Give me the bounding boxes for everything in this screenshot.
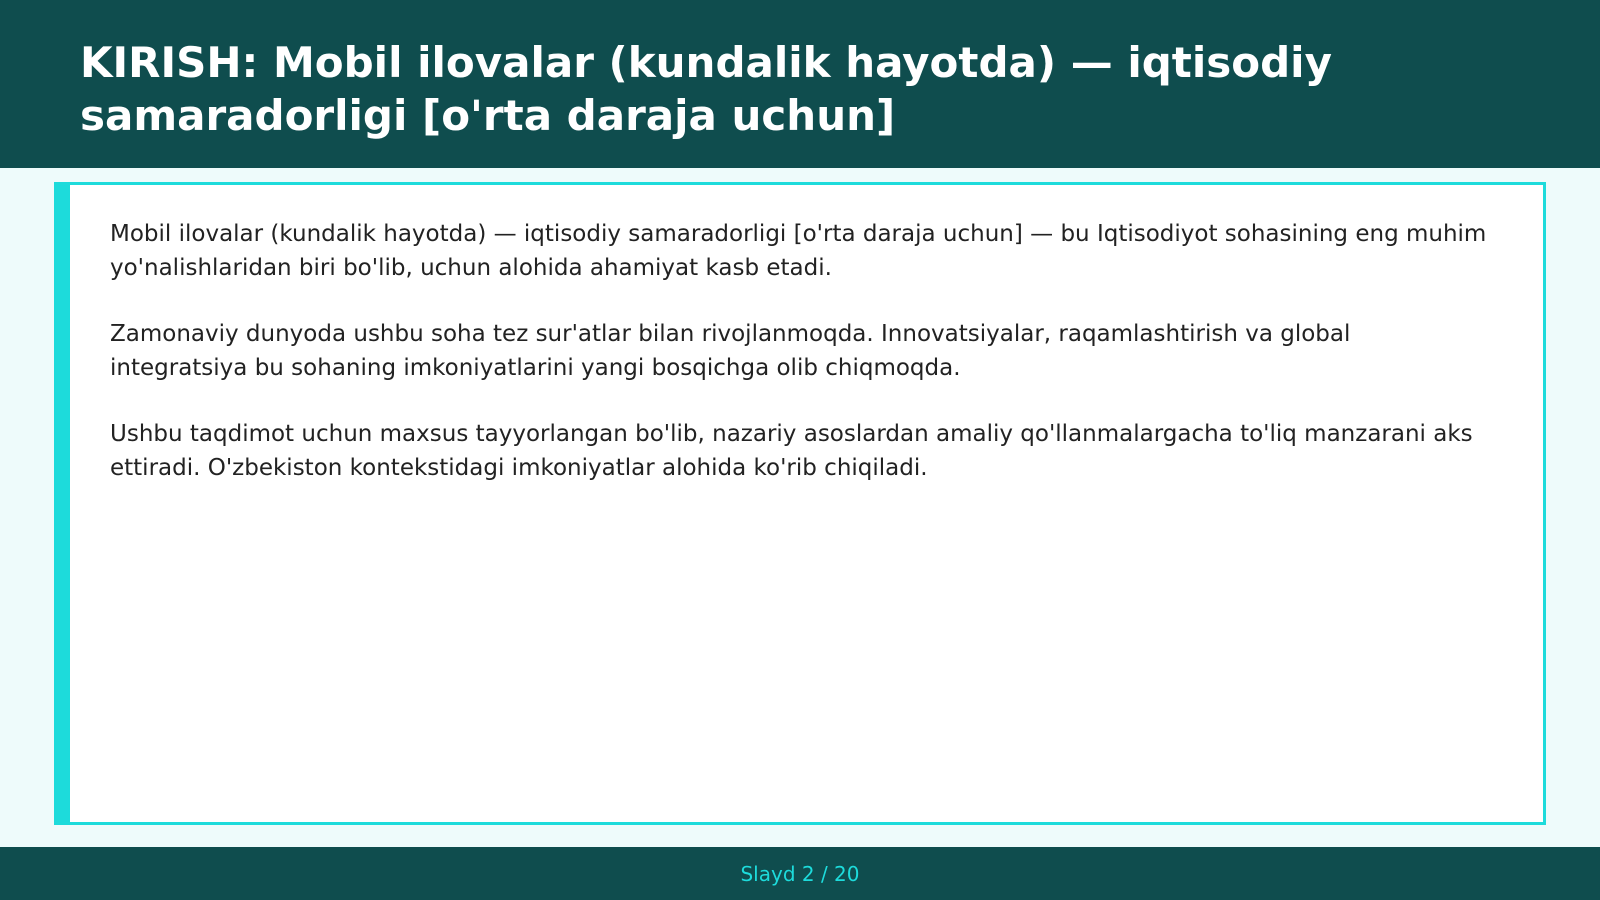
- content-box: [54, 182, 1546, 825]
- slide-header: [0, 0, 1600, 168]
- slide-title: KIRISH: Mobil ilovalar (kundalik hayotda) — iqtisodiy samaradorligi [o'rta daraja uchun]: [80, 38, 1332, 140]
- slide-counter: Slayd 2 / 20: [740, 861, 860, 886]
- slide-footer: [0, 847, 1600, 900]
- paragraph-intro: Mobil ilovalar (kundalik hayotda) — iqtisodiy samaradorligi [o'rta daraja uchun] — bu Iqtisodiyot sohasining eng muhim yo'nalishlaridan biri bo'lib, uchun alohida ahamiyat kasb etadi.: [110, 221, 1487, 281]
- paragraph-modern-world: Zamonaviy dunyoda ushbu soha tez sur'atlar bilan rivojlanmoqda. Innovatsiyalar, raqamlashtirish va global integratsiya bu sohaning imkoniyatlarini yangi bosqichga olib chiqmoqda.: [110, 321, 1351, 381]
- paragraph-presentation: Ushbu taqdimot uchun maxsus tayyorlangan bo'lib, nazariy asoslardan amaliy qo'llanmalargacha to'liq manzarani aks ettiradi. O'zbekiston kontekstidagi imkoniyatlar alohida ko'rib chiqiladi.: [110, 421, 1473, 481]
